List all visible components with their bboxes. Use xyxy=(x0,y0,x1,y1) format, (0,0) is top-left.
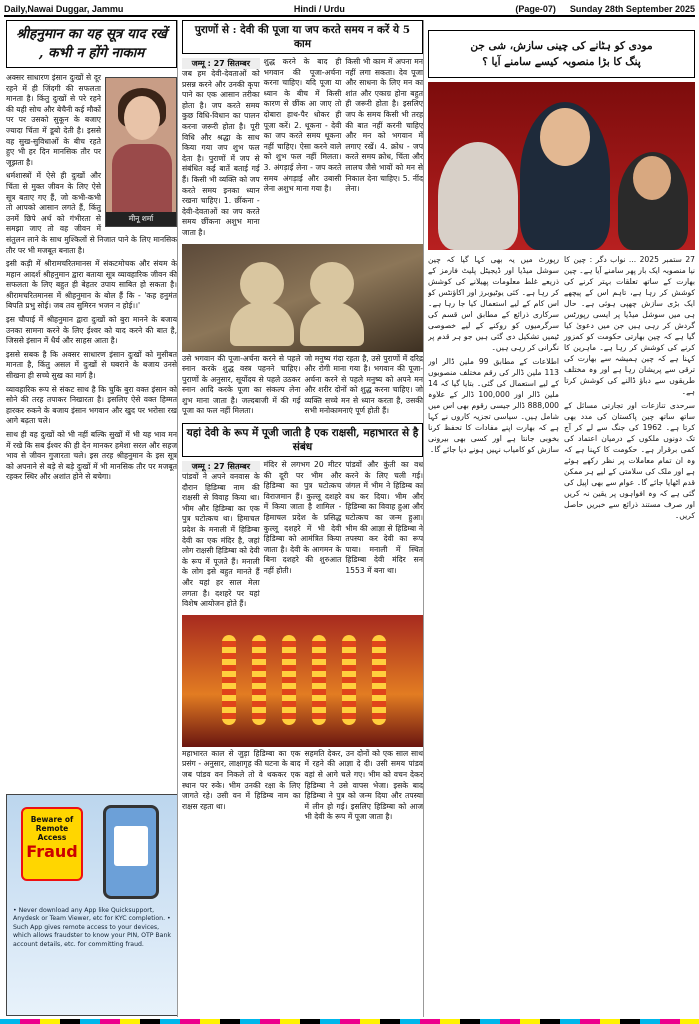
hidimba-headline: यहां देवी के रूप में पूजी जाती है एक राक्षसी, महाभारत से है संबंध xyxy=(182,423,423,457)
devi-para-a: जब हम देवी-देवताओं को प्रसन्न करने और उनकी कृपा पाने का एक आसान तरीका होता है। जप करते समय कुछ विधि-विधान का पालन करना जरूरी होता है। पूरी विधि और श्रद्धा के साथ किया गया जप शुभ फल देता है। पुराणों में जप से संबंधित कई बातें बताई गई हैं। किसी भी व्यक्ति को जप करते समय इनका ध्यान रखना चाहिए। 1. छींकना - देवी-देवताओं का जप करते समय छींकना अशुभ माना जाता है। xyxy=(182,69,260,237)
paper-name: Daily,Nawai Duggar, Jammu xyxy=(4,4,124,14)
issue-date: Sunday 28th September 2025 xyxy=(569,4,695,14)
urdu-para-3: رپورٹ میں یہ بھی کہا گیا کہ چین سوشل میڈیا اور ڈیجیٹل پلیٹ فارمز کے ذریعے غلط معلومات پھیلانے کی کوشش کر رہا ہے۔ کئی یوٹیوبرز اور اکاؤنٹس کو اس کام کے لیے استعمال کیا جا رہا ہے۔ سرکاری ذرائع کے مطابق اس قسم کی سرگرمیوں کو روکنے کے لیے خصوصی ٹیمیں تشکیل دی گئی ہیں جو ہر قدم پر نگرانی کر رہی ہیں۔ xyxy=(428,255,559,352)
urdu-para-2: سرحدی تنازعات اور تجارتی مسائل کے ساتھ ساتھ چین پاکستان کی مدد بھی کرتا ہے۔ 1962 کی جنگ سے لے کر آج تک دونوں ملکوں کے درمیان اعتماد کی کمی برقرار ہے۔ حکومت کا کہنا ہے کہ وہ ان تمام معاملات پر نظر رکھے ہوئے ہے اور ملک کی سلامتی کے لیے ہر ممکن قدم اٹھایا جائے گا۔ عوام سے بھی اپیل کی گئی ہے کہ وہ افواہوں پر یقین نہ کریں اور صرف مستند ذرائع سے خبریں حاصل کریں۔ xyxy=(564,401,695,520)
page-header xyxy=(4,3,695,17)
leaders-image xyxy=(428,82,695,250)
author-name: मीनू शर्मा xyxy=(106,212,176,226)
column-hindi-articles xyxy=(182,20,424,1017)
urdu-headline xyxy=(428,30,695,78)
hidimba-para-f: पांडवों ने अपने वनवास के दौरान हिडिम्बा नाम की राक्षसी से विवाह किया था। भीम और हिडिम्बा का एक पुत्र घटोत्कच था। हिमाचल प्रदेश के मनाली में हिडिम्बा देवी का एक मंदिर है, जहां लोग राक्षसी हिडिम्बा को देवी के रूप में पूजते हैं। मनाली के लोग इसे बहुत मानते हैं और यहां हर साल मेला लगता है। दशहरे पर यहां विशेष आयोजन होते हैं। xyxy=(182,472,260,609)
devi-byline: जम्मू : 27 सितम्बर xyxy=(182,58,260,69)
hanuman-para-4: इस चौपाई में श्रीहनुमान द्वारा दुःखों को बुरा मानने के बजाय उनका सामना करने के लिए ईश्वर को याद करने की बात है, जिससे इंसान में धैर्य और साहस आता है। xyxy=(6,315,177,346)
phone-icon xyxy=(103,805,159,899)
ad-line-3: Fraud xyxy=(26,842,78,861)
photo-body xyxy=(112,144,172,214)
hanuman-para-2: धर्मशास्त्रों में ऐसे ही दुःखों और चिंता से मुक्त जीवन के लिए ऐसे सूत्र बताए गए हैं, जो कभी-कभी तो आपको आसान लगते हैं, किंतु उनमें छिपे अर्थ को गंभीरता से समझा जाए तो वह जीवन में संतुलन लाने के साथ मुश्किलों से निजात पाने के लिए मानसिक तौर पर भी मजबूत बनाता है। xyxy=(6,171,177,255)
ad-text: • Never download any App like Quicksupport, Anydesk or Team Viewer, etc for KYC completion. • Such App gives remote access to your devices, which allows fraudster to know your PIN, OTP Bank account details, etc. for committing fraud. xyxy=(13,907,171,948)
hanuman-para-7: साथ ही वह दुःखों को भी नहीं बल्कि सुखों में भी यह भाव मन में रखे कि सब ईश्वर की ही देन मानकर हमेशा सरल और सहज भाव से जीवन गुजारता चले। इस तरह श्रीहनुमान के इस सूत्र को अपनाने से बड़े से बड़े दुःखों में भी मानसिक तौर पर मजबूत रहकर स्थिर और अशांत होने से बचेगा। xyxy=(6,430,177,482)
devi-para-e: जो मनुष्य गंदा रहता है, उसे पुराणों में दरिद्र और रोगी माना गया है। भगवान की पूजा-अर्चना करने से पहले मनुष्य को अपने मन और शरीर दोनों को शुद्ध करना चाहिए। जो व्यक्ति सच्चे मन से ध्यान करता है, उसकी सभी मनोकामनाएं पूर्ण होती हैं। xyxy=(304,353,423,416)
urdu-headline-1: مودی کو ہٹانے کی چینی سازش، شی جن xyxy=(470,40,653,52)
urdu-headline-2: پنگ کا بڑا منصوبہ کیسے سامنے آیا ؟ xyxy=(482,56,641,68)
author-photo xyxy=(105,77,177,227)
page-number: (Page-07) xyxy=(515,4,556,14)
hidimba-para-h: पांडवों और कुंती का वध करने के लिए चली गई। जंगल में भीम ने हिडिम्ब का वध कर दिया। भीम और हिडिम्बा का विवाह हुआ और घटोत्कच का जन्म हुआ। भीम की आज्ञा से हिडिम्बा ने तपस्या कर देवी का रूप पाया। मनाली में स्थित हिडिम्बा देवी मंदिर सन 1553 में बना था। xyxy=(345,460,424,575)
temple-image xyxy=(182,615,423,747)
devi-para-d: उसे भगवान की पूजा-अर्चना करने से पहले स्नान करके शुद्ध वस्त्र पहनने चाहिए। पुराणों के अनुसार, सूर्योदय से पहले उठकर स्नान आदि करके पूजा का संकल्प लेना शुभ माना जाता है। जल्दबाजी में की गई पूजा का फल नहीं मिलता। xyxy=(182,353,301,416)
hanuman-para-5: इससे सबक है कि अक्सर साधारण इंसान दुःखों को मुसीबत मानता है, किंतु असल में दुःखों से घबराने के बजाय उनसे सीखना ही सच्चे सुख का मार्ग है। xyxy=(6,349,177,381)
photo-face xyxy=(124,96,160,140)
hanuman-para-6: व्यावहारिक रूप से संकट साथ है कि चुकि बुरा वक्त इंसान को सोने की तरह तपाकर निखारता है। इसलिए ऐसे वक्त हिम्मत हारकर रुकने के बजाय इंसान भगवान और खुद पर भरोसा रख आगे बढ़ता चले। xyxy=(6,384,177,426)
hidimba-para-g: मंदिर से लगभग 20 मीटर की दूरी पर भीम और हिडिम्बा का पुत्र घटोत्कच विराजमान हैं। कुल्लू दशहरे में किया जाता है शामिल - हिमाचल प्रदेश के प्रसिद्ध कुल्लू दशहरे में भी देवी हिडिम्बा को आमंत्रित किया जाता है। देवी के आगमन के बिना दशहरे की शुरुआत नहीं होती। xyxy=(263,460,342,575)
ad-line-1: Beware of xyxy=(30,815,74,824)
devi-para-c: किसी भी काम में अपना मन नहीं लगा सकता। देव पूजा और साधना के लिए मन का शांत और एकाग्र होना बहुत ही जरूरी होता है। इसलिए जप के समय किसी भी तरह की बात नहीं करनी चाहिए और मन को भगवान में लगाए रखें। 4. क्रोध - जप करते समय क्रोध, चिंता और लालच जैसे भावों को मन से निकाल देना चाहिए। 5. नींद लेना। xyxy=(345,57,424,194)
column-urdu-article xyxy=(428,20,695,1017)
urdu-para-4: اطلاعات کے مطابق 99 ملین ڈالر اور 113 ملین ڈالر کی رقم مختلف منصوبوں کے لیے استعمال کی گئی۔ بتایا گیا کہ 14 ملین ڈالر اور 100,000 ڈالر کے علاوہ 888,000 ڈالر جیسی رقوم بھی اس میں شامل ہیں۔ سیاسی تجزیہ کاروں نے کہا ہے کہ بھارت اپنے مفادات کا تحفظ کرنا بخوبی جانتا ہے اور کسی بھی بیرونی سازش کو کامیاب نہیں ہونے دیا جائے گا۔ xyxy=(428,357,559,454)
hidimba-para-i: महाभारत काल से जुड़ा हिडिम्बा का एक प्रसंग - अनुसार, लाक्षागृह की घटना के बाद जब पांडव वन निकले तो वे थककर एक स्थान पर रुके। भीम उनकी रक्षा के लिए जागते रहे। उसी वन में हिडिम्ब नाम का राक्षस रहता था। xyxy=(182,748,301,811)
hidimba-byline: जम्मू : 27 सितम्बर xyxy=(182,461,260,472)
fraud-advertisement xyxy=(6,794,178,1016)
language-label: Hindi / Urdu xyxy=(293,4,345,14)
hanuman-body xyxy=(6,73,177,483)
ad-line-2: Remote Access xyxy=(35,824,69,842)
hanuman-para-3: इसी कड़ी में श्रीरामचरितमानस में संकटमोचक और संयम के महान आदर्श श्रीहनुमान द्वारा बताया सूत्र व्यावहारिक जीवन की सफलता के लिए बहुत ही बेहतर उपाय साबित हो सकता है। श्रीरामचरितमानस में श्रीहनुमान के बोल हैं कि - 'कह हनुमंत बिपति प्रभु सोई। जब तव सुमिरन भजन न होई।।' xyxy=(6,259,177,311)
fraud-badge xyxy=(21,807,83,881)
hanuman-headline: श्रीहनुमान का यह सूत्र याद रखें , कभी न होंगे नाकाम xyxy=(6,20,177,68)
devi-para-b: शुद्ध करने के बाद ही भगवान की पूजा-अर्चना करना चाहिए। यदि पूजा या ध्यान के बीच में किसी कारण से छींक आ जाए तो दोबारा हाथ-पैर धोकर ही पूजा करें। 2. थूकना - देवी का जप करते समय थूकना नहीं चाहिए। ऐसा करने वाले को शुभ फल नहीं मिलता। 3. अंगड़ाई लेना - जप करते समय अंगड़ाई और उबासी लेना अशुभ माना गया है। xyxy=(263,57,342,194)
idol-image xyxy=(182,244,423,352)
hanuman-para-1: अक्सर साधारण इंसान दुःखों से दूर रहने में ही जिंदगी की सफलता मानता है। किंतु दुःखों से परे रहने की यही सोच और बेचैनी कई मौकों पर पर उसको सुकून के बजाए ज्यादा चिंता में डूबो देती है। इससे वह सुख-सुविधाओं के बीच रहते हुए भी हर दिन मानसिक तौर पर जूझता है। xyxy=(6,73,101,167)
urdu-para-1: 27 ستمبر 2025 ... نواب دگر : چین کا نیا منصوبہ ایک بار پھر سامنے آیا ہے۔ چین بھارت کے ساتھ تعلقات بہتر کرنے کی کوشش کر رہا ہے، تاہم اس کے پیچھے ایک بڑی سازش چھپی ہوئی ہے۔ حال ہی میں سوشل میڈیا پر ایسی رپورٹس گردش کر رہی ہیں جن میں دعویٰ کیا گیا ہے کہ چین بھارتی حکومت کو کمزور کرنے کی کوشش کر رہا ہے۔ ماہرین کا کہنا ہے کہ چین ہمیشہ سے بھارت کی ترقی سے پریشان رہا ہے اور وہ مختلف طریقوں سے دباؤ ڈالنے کی کوشش کرتا ہے۔ xyxy=(564,255,695,396)
hidimba-para-j: सहमति देकर, उन दोनों को एक साल साथ में रहने की आज्ञा दे दी। उसी समय पांडव वहां से आगे चले गए। भीम को वचन देकर हिडिम्बा ने उसे वापस भेजा। इसके बाद हिडिम्बा ने पुत्र को जन्म दिया और तपस्या में लीन हो गई। इसलिए हिडिम्बा को आज भी देवी के रूप में पूजा जाता है। xyxy=(304,748,423,822)
registration-color-bar xyxy=(0,1019,699,1024)
column-hanuman-article xyxy=(6,20,178,1017)
devi-puja-headline: पुराणों से : देवी की पूजा या जप करते समय न करें ये 5 काम xyxy=(182,20,423,54)
